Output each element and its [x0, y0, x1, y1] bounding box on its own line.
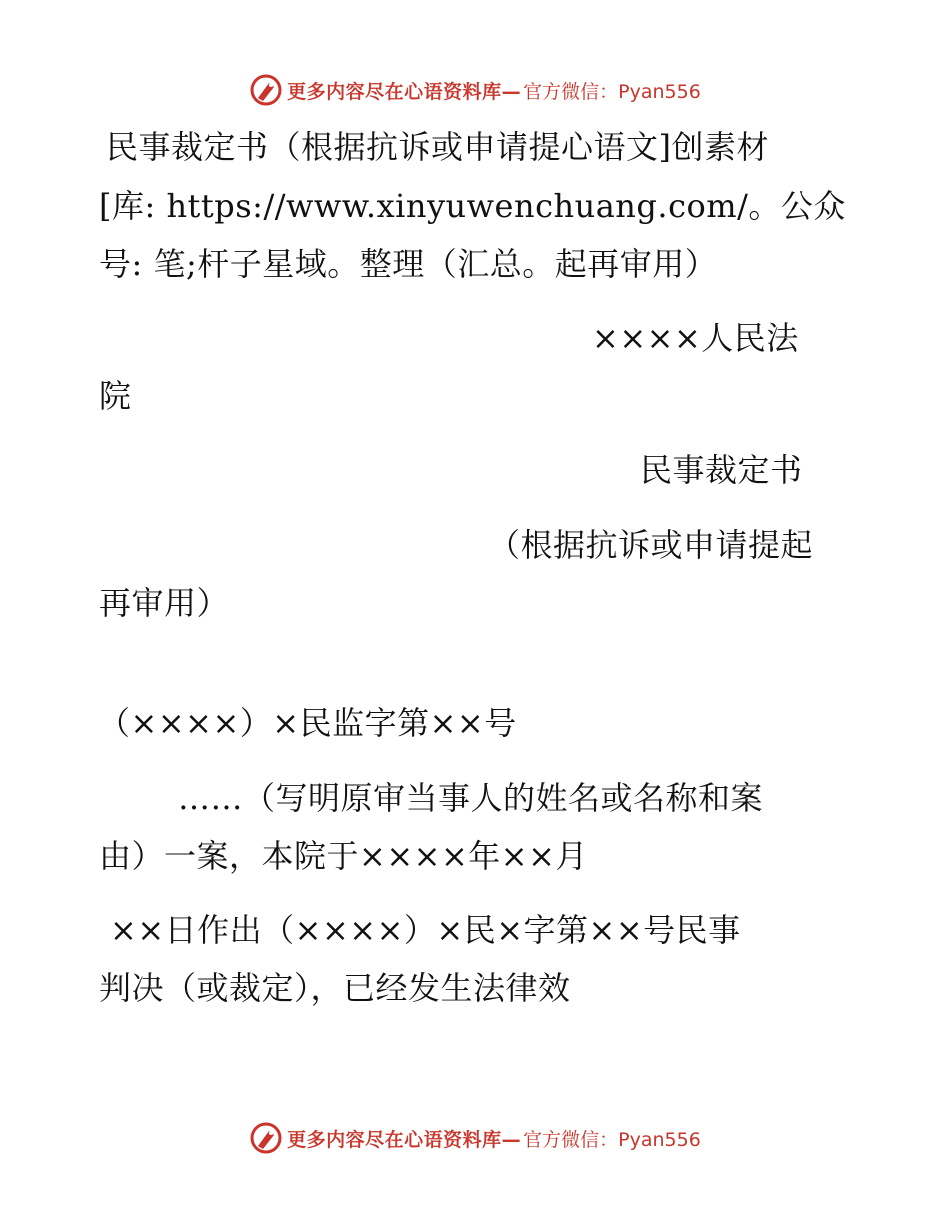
court-name-line-2: 院 — [99, 377, 132, 415]
subtitle-line-1: （根据抗诉或申请提起 — [488, 526, 814, 564]
header-line-2: [库: https://www.xinyuwenchuang.com/。公众 — [99, 187, 846, 225]
subtitle-line-2: 再审用） — [99, 584, 230, 622]
body-line-3: ××日作出（××××）×民×字第××号民事 — [110, 911, 741, 949]
pen-logo-icon — [249, 73, 283, 107]
watermark-main-text: 更多内容尽在心语资料库— — [287, 1128, 522, 1151]
watermark-sub-text: 官方微信：Pyan556 — [523, 80, 701, 103]
watermark-footer — [0, 1118, 950, 1158]
court-name-line-1: ××××人民法 — [592, 319, 799, 357]
body-line-1: ……（写明原审当事人的姓名或名称和案 — [178, 779, 764, 817]
watermark-header — [0, 70, 950, 110]
case-number: （××××）×民监字第××号 — [98, 704, 517, 742]
pen-logo-icon — [249, 1121, 283, 1155]
watermark-sub-text: 官方微信：Pyan556 — [523, 1128, 701, 1151]
header-line-3: 号: 笔;杆子星域。整理（汇总。起再审用） — [99, 245, 718, 283]
header-line-1: 民事裁定书（根据抗诉或申请提心语文]创素材 — [106, 128, 769, 166]
watermark-main-text: 更多内容尽在心语资料库— — [287, 80, 522, 103]
body-line-2: 由）一案，本院于××××年××月 — [99, 837, 588, 875]
body-line-4: 判决（或裁定），已经发生法律效 — [99, 969, 571, 1007]
document-title: 民事裁定书 — [640, 451, 803, 489]
